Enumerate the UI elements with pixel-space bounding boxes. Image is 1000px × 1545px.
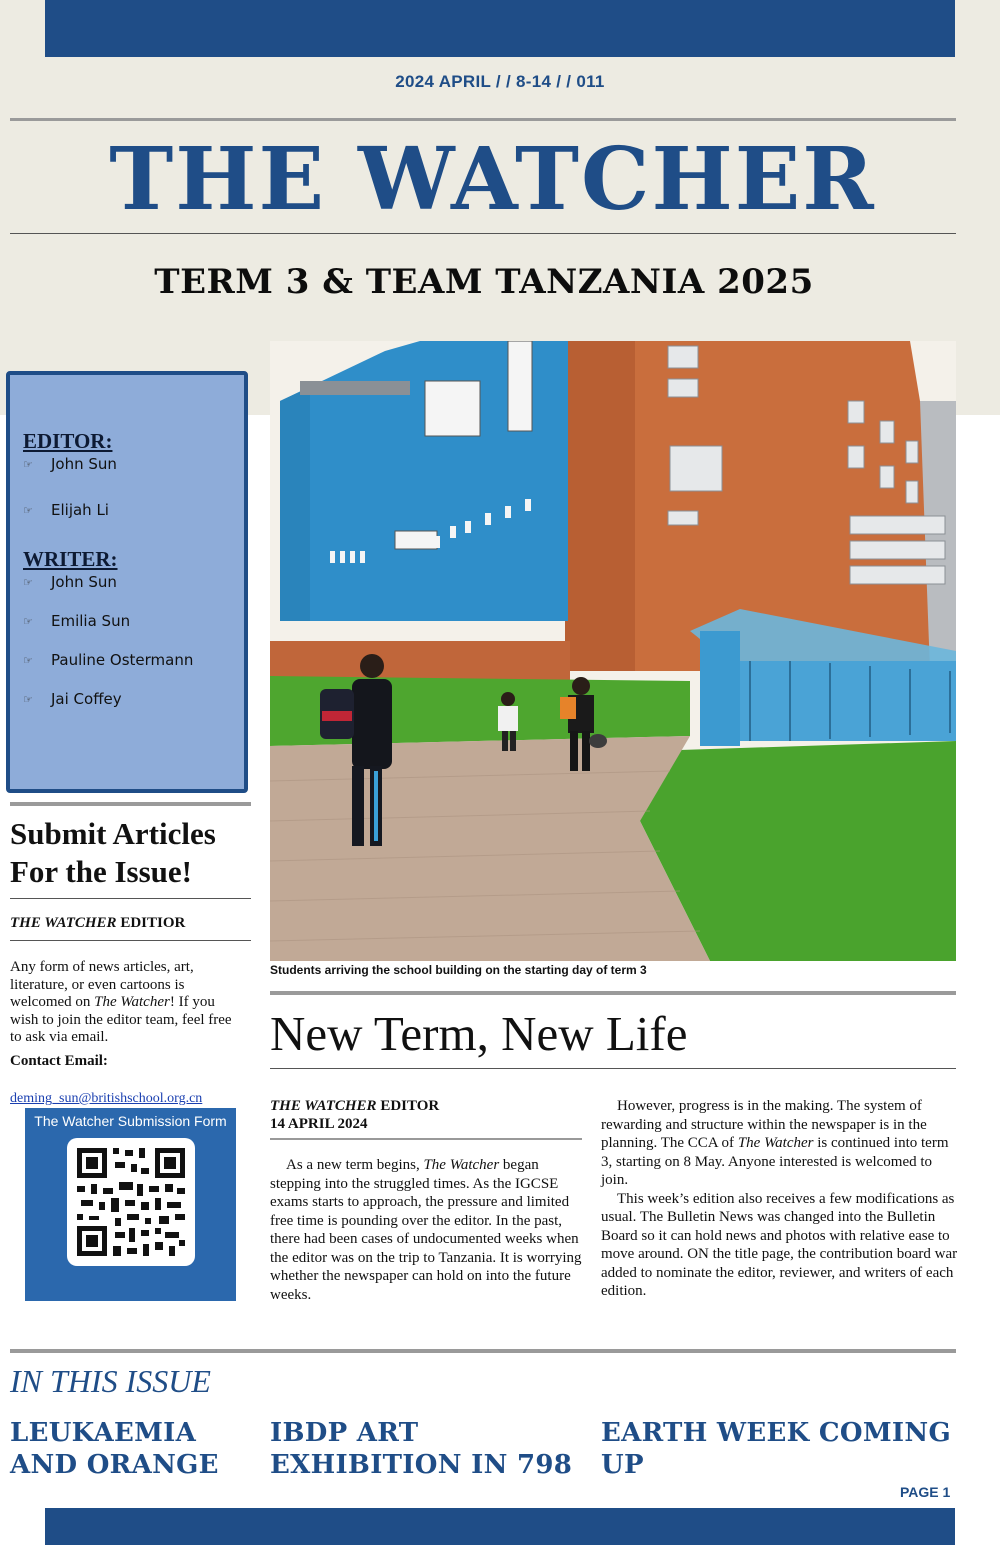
rule-byline	[270, 1138, 582, 1140]
editor-heading: EDITOR:	[23, 429, 113, 453]
school-building-photo	[270, 341, 956, 961]
submit-heading: Submit Articles For the Issue!	[10, 816, 216, 889]
contributor-box	[6, 371, 248, 793]
pointing-hand-icon: ☞	[23, 614, 33, 628]
dateline: 2024 APRIL / / 8-14 / / 011	[395, 72, 605, 91]
contact-email[interactable]	[10, 1090, 202, 1109]
rule-submit-mid	[10, 898, 251, 899]
top-bar	[45, 0, 955, 57]
page-number: PAGE 1	[900, 1484, 951, 1500]
contributor-item: ☞ Emilia Sun	[23, 612, 131, 630]
submit-byline: THE WATCHER EDITIOR	[10, 915, 186, 931]
rule-submit-top	[10, 802, 251, 806]
qr-code-icon	[67, 1138, 195, 1266]
contributor-item: ☞ Elijah Li	[23, 501, 109, 519]
contributor-item: ☞ Pauline Ostermann	[23, 651, 194, 669]
article-headline: New Term, New Life	[270, 1006, 688, 1061]
contributor-item: ☞ Jai Coffey	[23, 690, 122, 708]
issue-item[interactable]: EARTH WEEK COMING UP	[601, 1418, 951, 1480]
rule-article-headline	[270, 1068, 956, 1069]
rule-top	[10, 118, 956, 121]
email-link[interactable]: deming_sun@britishschool.org.cn	[10, 1091, 203, 1106]
article-byline: THE WATCHER EDITOR 14 APRIL 2024	[270, 1098, 440, 1132]
pointing-hand-icon: ☞	[23, 457, 33, 471]
writer-heading: WRITER:	[23, 547, 118, 571]
issue-item[interactable]: LEUKAEMIA AND ORANGE	[10, 1418, 219, 1480]
rule-issue-top	[10, 1349, 956, 1353]
contact-label: Contact Email:	[10, 1053, 108, 1069]
submission-form-card[interactable]	[25, 1108, 236, 1301]
photo-caption: Students arriving the school building on the starting day of term 3	[270, 963, 647, 977]
contributor-item: ☞ John Sun	[23, 573, 117, 591]
qr-title: The Watcher Submission Form	[34, 1113, 227, 1129]
rule-article-top	[270, 991, 956, 995]
issue-subtitle: TERM 3 & TEAM TANZANIA 2025	[154, 262, 814, 302]
rule-submit-bottom	[10, 940, 251, 941]
rule-masthead	[10, 233, 956, 234]
bottom-bar	[45, 1508, 955, 1545]
pointing-hand-icon: ☞	[23, 575, 33, 589]
article-column-2: However, progress is in the making. The system of rewarding and structure within the newspaper is in the planning. The CCA of The Watcher is continued into term 3, starting on 8 May. Anyone interested is welcomed to join. This week’s edition also receives a few modifications as usual. The Bulletin News was changed into the Bulletin Board so it can hold news and photos with relative ease to move around. ON the title page, the contribution board war added to nominate the editor, reviewer, and writers of each edition.	[601, 1098, 958, 1299]
pointing-hand-icon: ☞	[23, 503, 33, 517]
pointing-hand-icon: ☞	[23, 653, 33, 667]
masthead-title: THE WATCHER	[109, 129, 876, 230]
submit-body: Any form of news articles, art, literature, or even cartoons is welcomed on The Watcher! If you wish to join the editor team, feel free to ask via email.	[10, 959, 232, 1045]
article-column-1: As a new term begins, The Watcher began stepping into the struggled times. As the IGCSE exams starts to approach, the pressure and limited free time is pounding over the editor. In the past, there had been cases of undocumented weeks when the editor was on the trip to Tanzania. It is worrying whether the newspaper can hold on into the future weeks.	[270, 1157, 582, 1303]
issue-item[interactable]: IBDP ART EXHIBITION IN 798	[270, 1418, 573, 1480]
contributor-item: ☞ John Sun	[23, 455, 117, 473]
qr-code[interactable]	[67, 1138, 195, 1266]
in-this-issue-heading: IN THIS ISSUE	[10, 1363, 211, 1399]
pointing-hand-icon: ☞	[23, 692, 33, 706]
